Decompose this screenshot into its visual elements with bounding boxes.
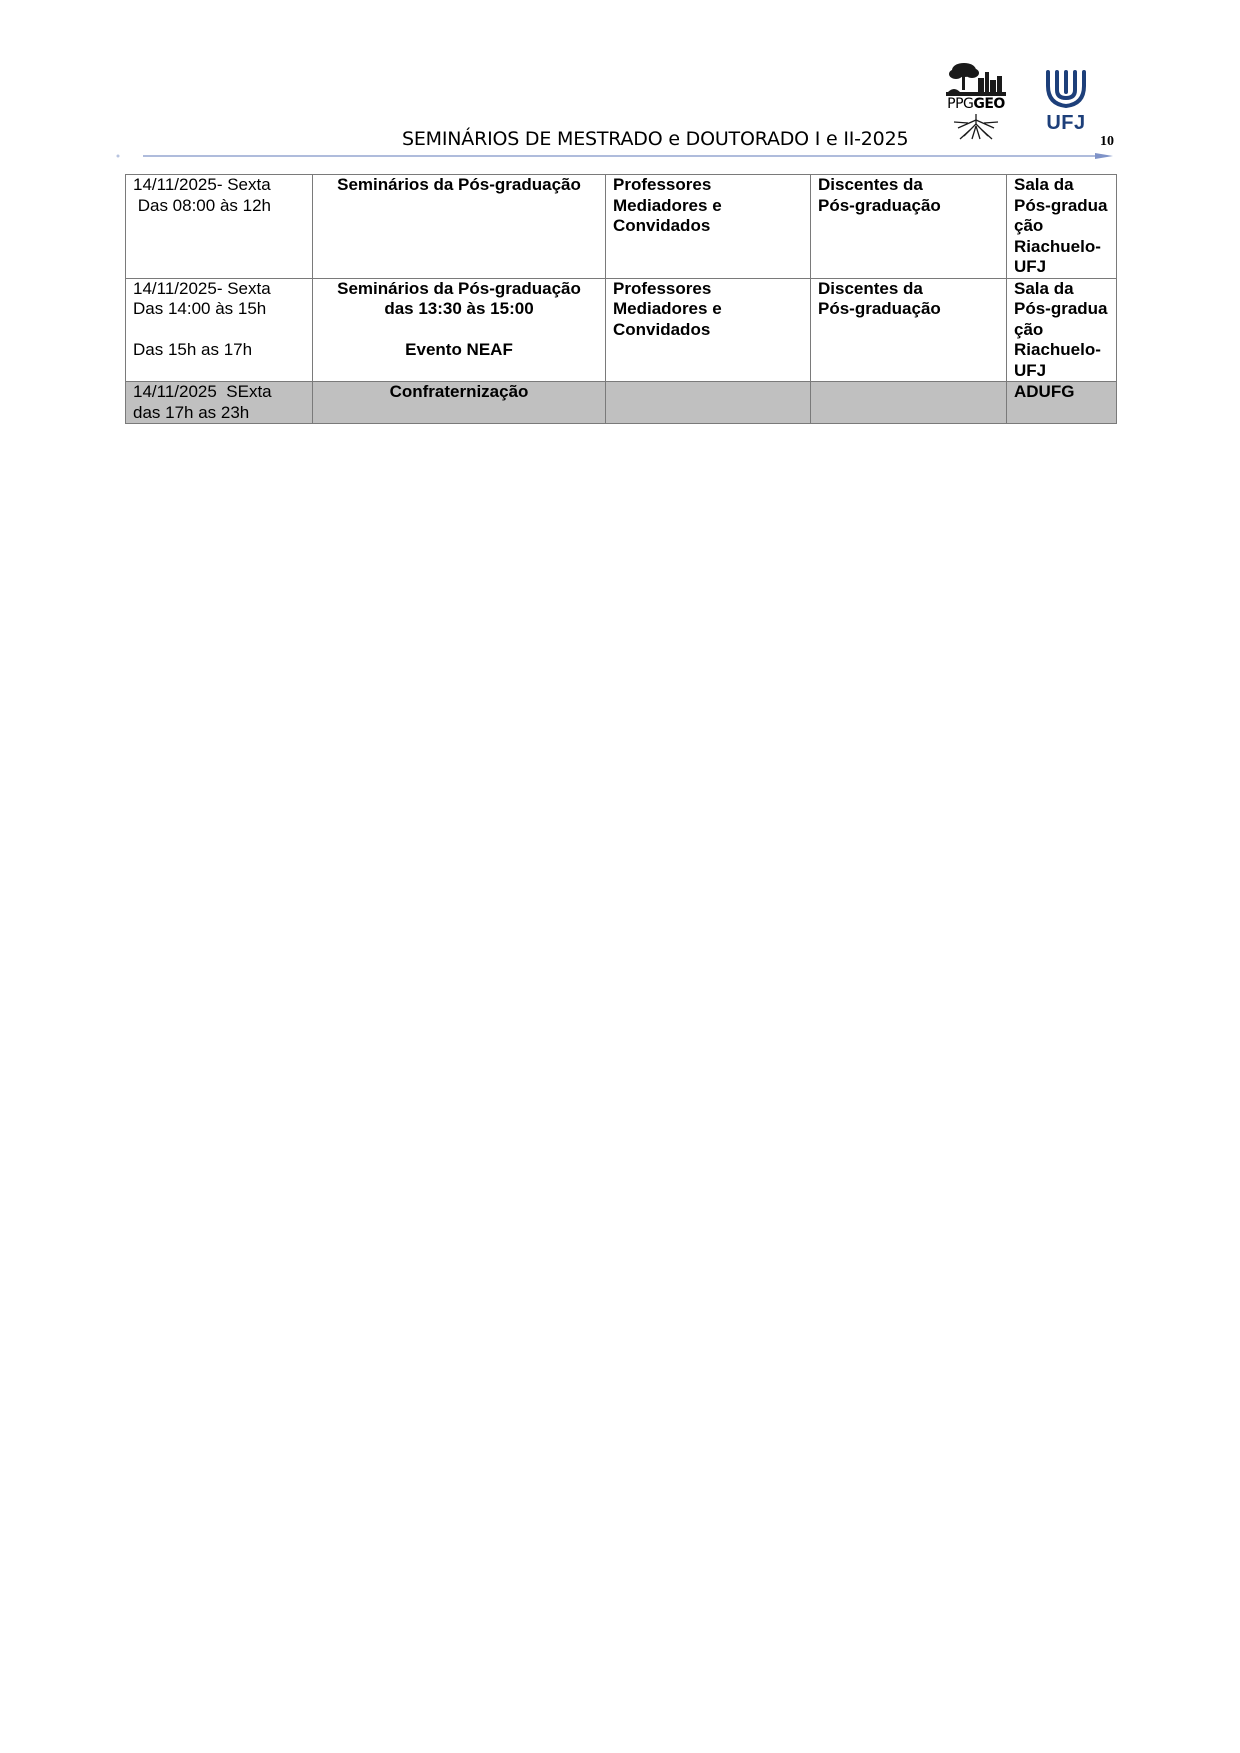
participants-cell xyxy=(811,278,1007,382)
schedule-table xyxy=(125,174,1117,424)
mediators-line: Convidados xyxy=(613,319,711,339)
mediators-cell xyxy=(606,382,811,424)
location-line: Sala da xyxy=(1014,278,1074,298)
date-line: 14/11/2025- Sexta xyxy=(133,175,271,194)
ppggeo-logo xyxy=(940,60,1012,140)
participants-line: Discentes da xyxy=(818,278,923,298)
mediators-cell xyxy=(606,175,811,279)
location-line: Riachuelo- xyxy=(1014,340,1101,359)
location-line: Sala da xyxy=(1014,175,1074,194)
location-line: UFJ xyxy=(1014,360,1047,380)
date-line: 14/11/2025- Sexta xyxy=(133,278,271,298)
activity-line xyxy=(320,320,598,341)
date-line: das 17h as 23h xyxy=(133,402,250,422)
participants-line: Pós-graduação xyxy=(818,195,941,215)
participants-line: Discentes da xyxy=(818,175,923,194)
schedule-table-body xyxy=(126,175,1117,424)
page-number: 10 xyxy=(1100,134,1114,149)
date-cell xyxy=(126,278,313,382)
date-cell xyxy=(126,382,313,424)
table-row xyxy=(126,278,1117,382)
date-line: Das 14:00 às 15h xyxy=(133,299,267,318)
activity-cell xyxy=(313,382,606,424)
mediators-line: Convidados xyxy=(613,216,711,235)
mediators-line: Mediadores e xyxy=(613,195,722,215)
activity-cell xyxy=(313,278,606,382)
ppggeo-wordmark-regular: PPG xyxy=(947,96,974,112)
activity-line: Confraternização xyxy=(389,382,529,401)
date-line: Das 15h as 17h xyxy=(133,340,253,359)
activity-line: Evento NEAF xyxy=(405,340,513,359)
mediators-line: Professores xyxy=(613,175,712,194)
location-line: ADUFG xyxy=(1014,382,1075,401)
mediators-line: Professores xyxy=(613,278,712,298)
location-line: ção xyxy=(1014,319,1044,339)
participants-line: Pós-graduação xyxy=(818,299,941,318)
ufj-logo xyxy=(1038,68,1094,134)
location-cell xyxy=(1007,382,1117,424)
header-logos xyxy=(940,60,1120,140)
participants-cell xyxy=(811,382,1007,424)
date-cell xyxy=(126,175,313,279)
tree-skyline-icon xyxy=(944,60,1008,98)
participants-cell xyxy=(811,175,1007,279)
activity-cell xyxy=(313,175,606,279)
mediators-line: Mediadores e xyxy=(613,299,722,318)
mediators-cell xyxy=(606,278,811,382)
document-title: SEMINÁRIOS DE MESTRADO e DOUTORADO I e II-2025 xyxy=(402,128,909,150)
header-divider xyxy=(115,150,1115,162)
date-line: Das 08:00 às 12h xyxy=(133,195,271,215)
table-row xyxy=(126,382,1117,424)
ufj-emblem-icon xyxy=(1042,68,1090,110)
date-line xyxy=(133,320,305,341)
ufj-wordmark: UFJ xyxy=(1046,112,1086,134)
location-line: Pós-gradua xyxy=(1014,299,1108,318)
activity-line: das 13:30 às 15:00 xyxy=(384,299,534,318)
activity-line: Seminários da Pós-graduação xyxy=(337,278,581,298)
table-row xyxy=(126,175,1117,279)
location-line: ção xyxy=(1014,216,1044,235)
location-line: UFJ xyxy=(1014,257,1047,276)
location-line: Riachuelo- xyxy=(1014,236,1101,256)
location-cell xyxy=(1007,278,1117,382)
location-line: Pós-gradua xyxy=(1014,195,1108,215)
activity-line: Seminários da Pós-graduação xyxy=(337,175,581,194)
date-line: 14/11/2025 SExta xyxy=(133,382,272,401)
location-cell xyxy=(1007,175,1117,279)
ppggeo-wordmark-bold: GEO xyxy=(973,96,1005,112)
ppggeo-wordmark xyxy=(940,96,1012,112)
roots-icon xyxy=(950,114,1002,140)
